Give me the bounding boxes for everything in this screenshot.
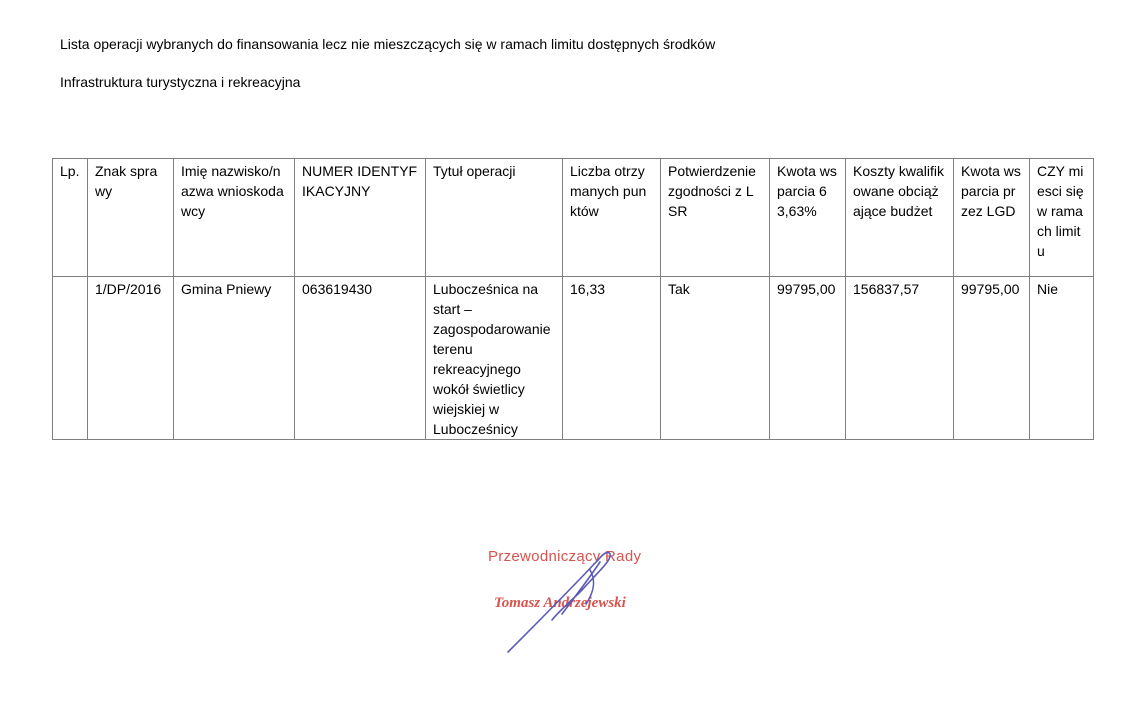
header-numer: NUMER IDENTYFIKACYJNY: [295, 159, 426, 277]
cell-zgodnosc: Tak: [661, 277, 770, 440]
signature-stamp: [470, 540, 690, 660]
cell-koszty: 156837,57: [846, 277, 954, 440]
header-koszty: Koszty kwalifikowane obciążające budżet: [846, 159, 954, 277]
header-znak-sprawy: Znak sprawy: [88, 159, 174, 277]
cell-kwota-lgd: 99795,00: [954, 277, 1030, 440]
header-zgodnosc: Potwierdzenie zgodności z LSR: [661, 159, 770, 277]
cell-wnioskodawca: Gmina Pniewy: [174, 277, 295, 440]
header-tytul: Tytuł operacji: [426, 159, 563, 277]
table-row: [53, 277, 1094, 440]
cell-numer: 063619430: [295, 277, 426, 440]
table-header-row: [53, 159, 1094, 277]
cell-lp: [53, 277, 88, 440]
stamp-title: Przewodniczący Rady: [488, 548, 642, 565]
operations-table: [52, 158, 1094, 440]
stamp-name: Tomasz Andrzejewski: [494, 595, 626, 611]
document-title: Lista operacji wybranych do finansowania lecz nie mieszczących się w ramach limitu dostępnych środków: [60, 36, 716, 52]
header-lp: Lp.: [53, 159, 88, 277]
cell-tytul: Lubocześnica na start – zagospodarowanie terenu rekreacyjnego wokół świetlicy wiejskiej w Lubocześnicy: [426, 277, 563, 440]
header-czy-limit: CZY miesci się w ramach limitu: [1030, 159, 1094, 277]
header-kwota-lgd: Kwota wsparcia przez LGD: [954, 159, 1030, 277]
header-kwota: Kwota wsparcia 63,63%: [770, 159, 846, 277]
header-wnioskodawca: Imię nazwisko/nazwa wnioskodawcy: [174, 159, 295, 277]
document-subtitle: Infrastruktura turystyczna i rekreacyjna: [60, 74, 301, 90]
cell-czy-limit: Nie: [1030, 277, 1094, 440]
handwritten-signature-icon: [470, 540, 690, 660]
header-punkty: Liczba otrzymanych punktów: [563, 159, 661, 277]
cell-punkty: 16,33: [563, 277, 661, 440]
cell-kwota: 99795,00: [770, 277, 846, 440]
cell-znak-sprawy: 1/DP/2016: [88, 277, 174, 440]
